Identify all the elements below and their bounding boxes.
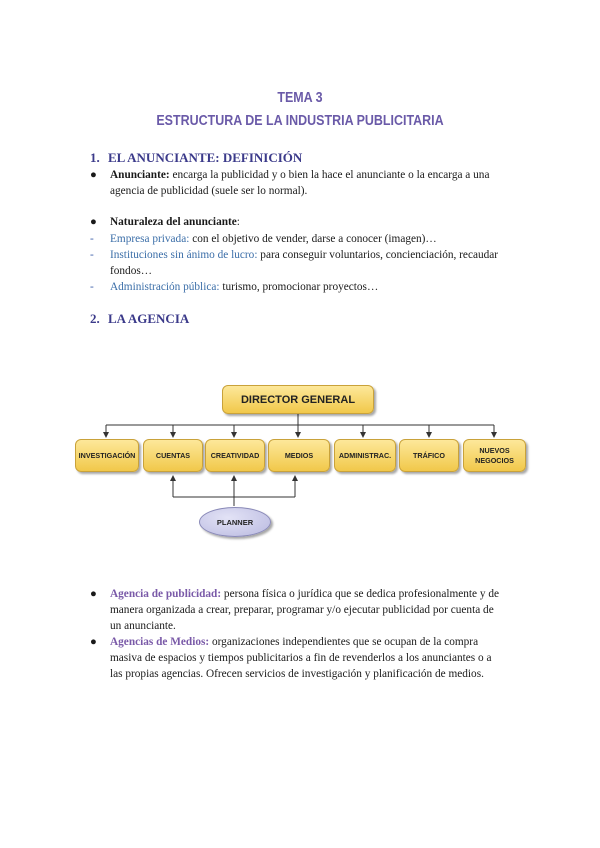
dept-trafico-box: TRÁFICO: [399, 439, 459, 472]
bullet-agencia-publicidad: [90, 586, 530, 603]
dept-label-line: NEGOCIOS: [475, 455, 514, 465]
dash-icon: -: [90, 249, 94, 261]
page-subtitle: ESTRUCTURA DE LA INDUSTRIA PUBLICITARIA: [156, 113, 444, 129]
dept-nuevos-negocios-box: [463, 439, 526, 472]
bullet-icon: ●: [90, 588, 97, 600]
definition-text: persona física o jurídica que se dedica profesionalmente y de: [221, 588, 500, 600]
dept-investigacion-box: INVESTIGACIÓN: [75, 439, 139, 472]
dept-creatividad-box: CREATIVIDAD: [205, 439, 265, 472]
definition-text-3: un anunciante.: [110, 620, 176, 632]
item-text-2: fondos…: [110, 265, 153, 277]
section-number: 2.: [90, 311, 100, 326]
dept-medios-box: MEDIOS: [268, 439, 330, 472]
definition-text-2: manera organizada a crear, preparar, programar y/o ejecutar publicidad por cuenta de: [110, 604, 494, 616]
section-title: EL ANUNCIANTE: DEFINICIÓN: [108, 150, 303, 165]
anunciante-text-2: agencia de publicidad (suele ser lo normal).: [110, 185, 308, 197]
section-title: LA AGENCIA: [108, 311, 190, 326]
anunciante-text: encarga la publicidad y o bien la hace el anunciante o la encarga a una: [169, 169, 490, 181]
bullet-icon: ●: [90, 636, 97, 648]
term-administracion: Administración pública:: [110, 281, 220, 293]
definition-text-2: masiva de espacios y tiempos publicitarios a fin de revenderlos a los anunciantes o a: [110, 652, 492, 664]
item-text: con el objetivo de vender, darse a conocer (imagen)…: [189, 233, 437, 245]
bullet-icon: ●: [90, 169, 97, 181]
dept-label-line: NUEVOS: [479, 445, 510, 455]
term-naturaleza: Naturaleza del anunciante: [110, 216, 237, 228]
director-general-box: DIRECTOR GENERAL: [222, 385, 374, 414]
term-empresa-privada: Empresa privada:: [110, 233, 190, 245]
term-instituciones: Instituciones sin ánimo de lucro:: [110, 249, 258, 261]
page-title: TEMA 3: [277, 90, 323, 106]
bullet-icon: ●: [90, 216, 97, 228]
dept-cuentas-box: CUENTAS: [143, 439, 203, 472]
term-agencia-publicidad: Agencia de publicidad:: [110, 588, 222, 600]
item-text: para conseguir voluntarios, concienciación, recaudar: [257, 249, 499, 261]
definition-text: organizaciones independientes que se ocupan de la compra: [209, 636, 479, 648]
section-number: 1.: [90, 150, 100, 165]
colon: :: [236, 216, 240, 228]
dash-icon: -: [90, 233, 94, 245]
bullet-agencias-medios: [90, 634, 530, 651]
dept-administracion-box: ADMINISTRAC.: [334, 439, 396, 472]
term-agencias-medios: Agencias de Medios:: [110, 636, 210, 648]
planner-ellipse: PLANNER: [199, 507, 271, 537]
term-anunciante: Anunciante:: [110, 169, 170, 181]
item-text: turismo, promocionar proyectos…: [219, 281, 379, 293]
dash-icon: -: [90, 281, 94, 293]
definition-text-3: las propias agencias. Ofrecen servicios de investigación y planificación de medios.: [110, 668, 484, 680]
